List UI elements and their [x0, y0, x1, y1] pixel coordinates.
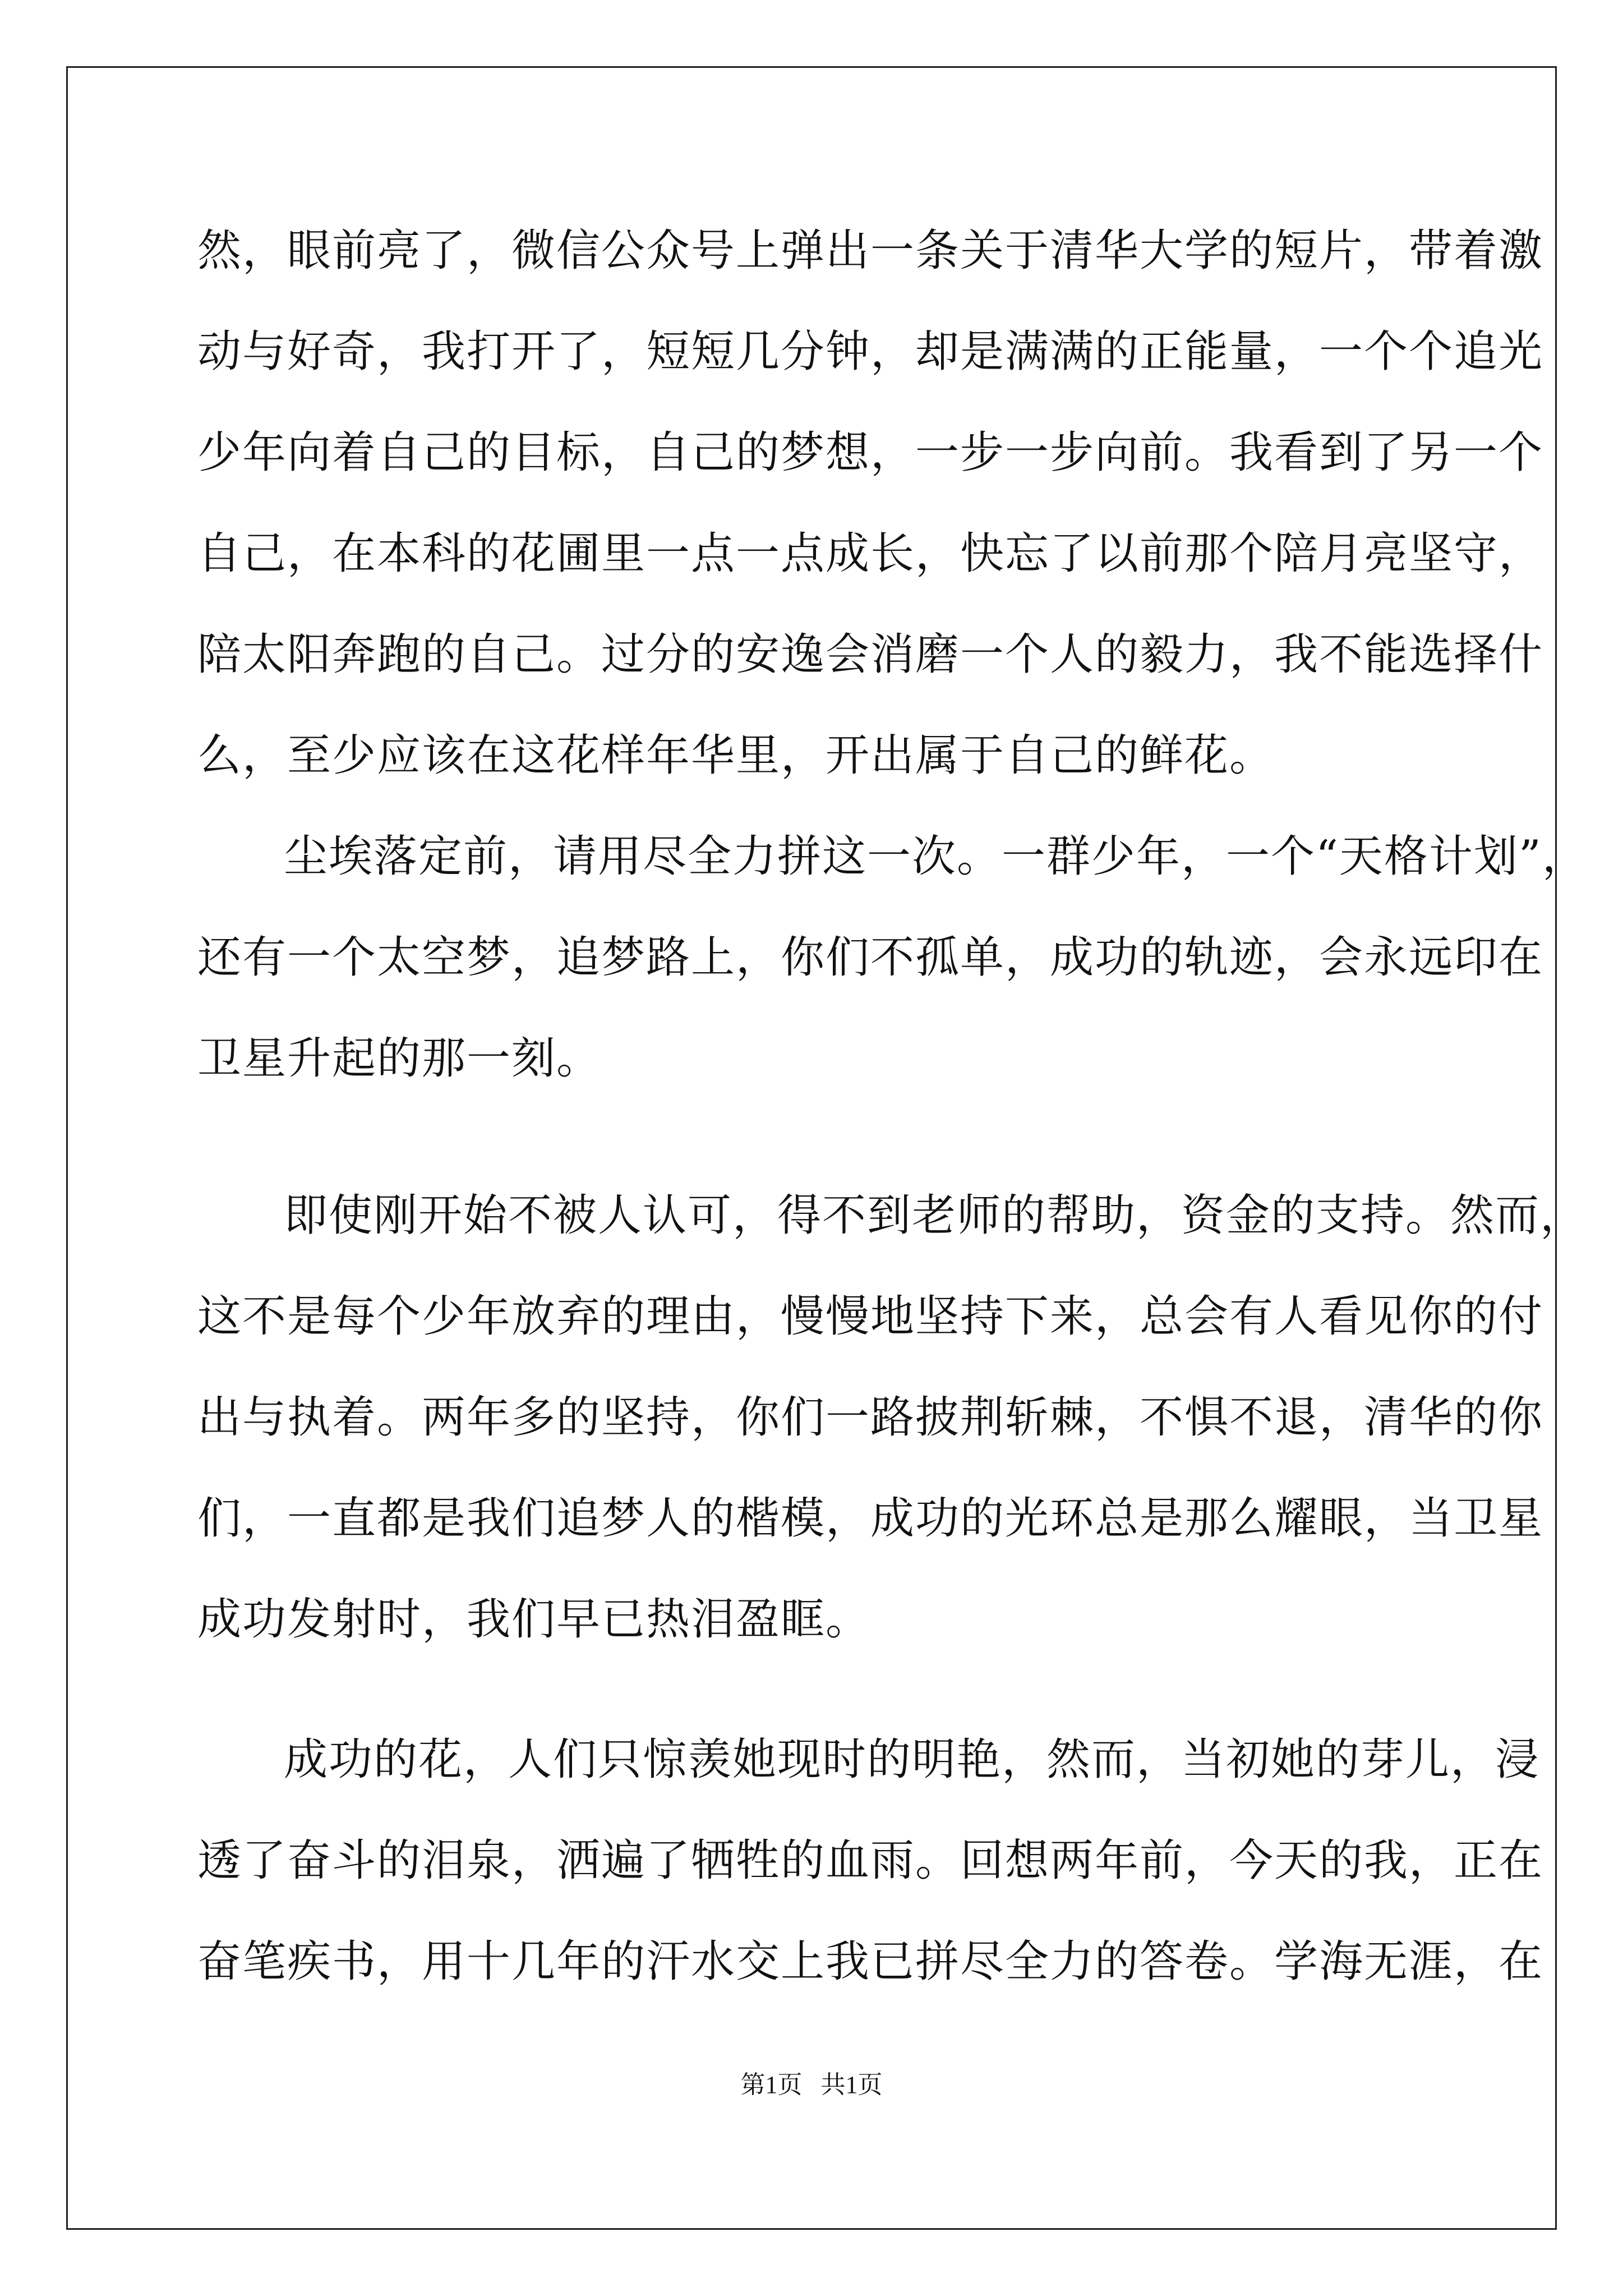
text-line: 么，至少应该在这花样年华里，开出属于自己的鲜花。	[197, 730, 1275, 781]
text-line: 陪太阳奔跑的自己。过分的安逸会消磨一个人的毅力，我不能选择什	[197, 629, 1544, 680]
text-line: 卫星升起的那一刻。	[197, 1033, 602, 1084]
page-border	[66, 66, 1557, 2230]
text-line: 透了奋斗的泪泉，洒遍了牺牲的血雨。回想两年前，今天的我，正在	[197, 1835, 1544, 1886]
text-line: 然，眼前亮了，微信公众号上弹出一条关于清华大学的短片，带着激	[197, 226, 1544, 276]
text-line: 们，一直都是我们追梦人的楷模，成功的光环总是那么耀眼，当卫星	[197, 1493, 1544, 1544]
text-line: 动与好奇，我打开了，短短几分钟，却是满满的正能量，一个个追光	[197, 326, 1544, 377]
text-line: 尘埃落定前，请用尽全力拼这一次。一群少年，一个“天格计划”，	[284, 831, 1587, 882]
text-line: 少年向着自己的目标，自己的梦想，一步一步向前。我看到了另一个	[197, 427, 1544, 478]
text-line: 成功的花，人们只惊羡她现时的明艳，然而，当初她的芽儿，浸	[284, 1734, 1541, 1785]
text-line: 奋笔疾书，用十几年的汗水交上我已拼尽全力的答卷。学海无涯，在	[197, 1936, 1544, 1987]
text-line: 成功发射时，我们早已热泪盈眶。	[197, 1594, 871, 1645]
text-line: 出与执着。两年多的坚持，你们一路披荆斩棘，不惧不退，清华的你	[197, 1392, 1544, 1443]
page-number-footer: 第1页 共1页	[740, 2071, 883, 2099]
text-line: 这不是每个少年放弃的理由，慢慢地坚持下来，总会有人看见你的付	[197, 1291, 1544, 1342]
text-line: 自己，在本科的花圃里一点一点成长，快忘了以前那个陪月亮坚守，	[197, 528, 1544, 579]
text-line: 即使刚开始不被人认可，得不到老师的帮助，资金的支持。然而，	[284, 1190, 1585, 1241]
text-line: 还有一个太空梦，追梦路上，你们不孤单，成功的轨迹，会永远印在	[197, 932, 1544, 983]
